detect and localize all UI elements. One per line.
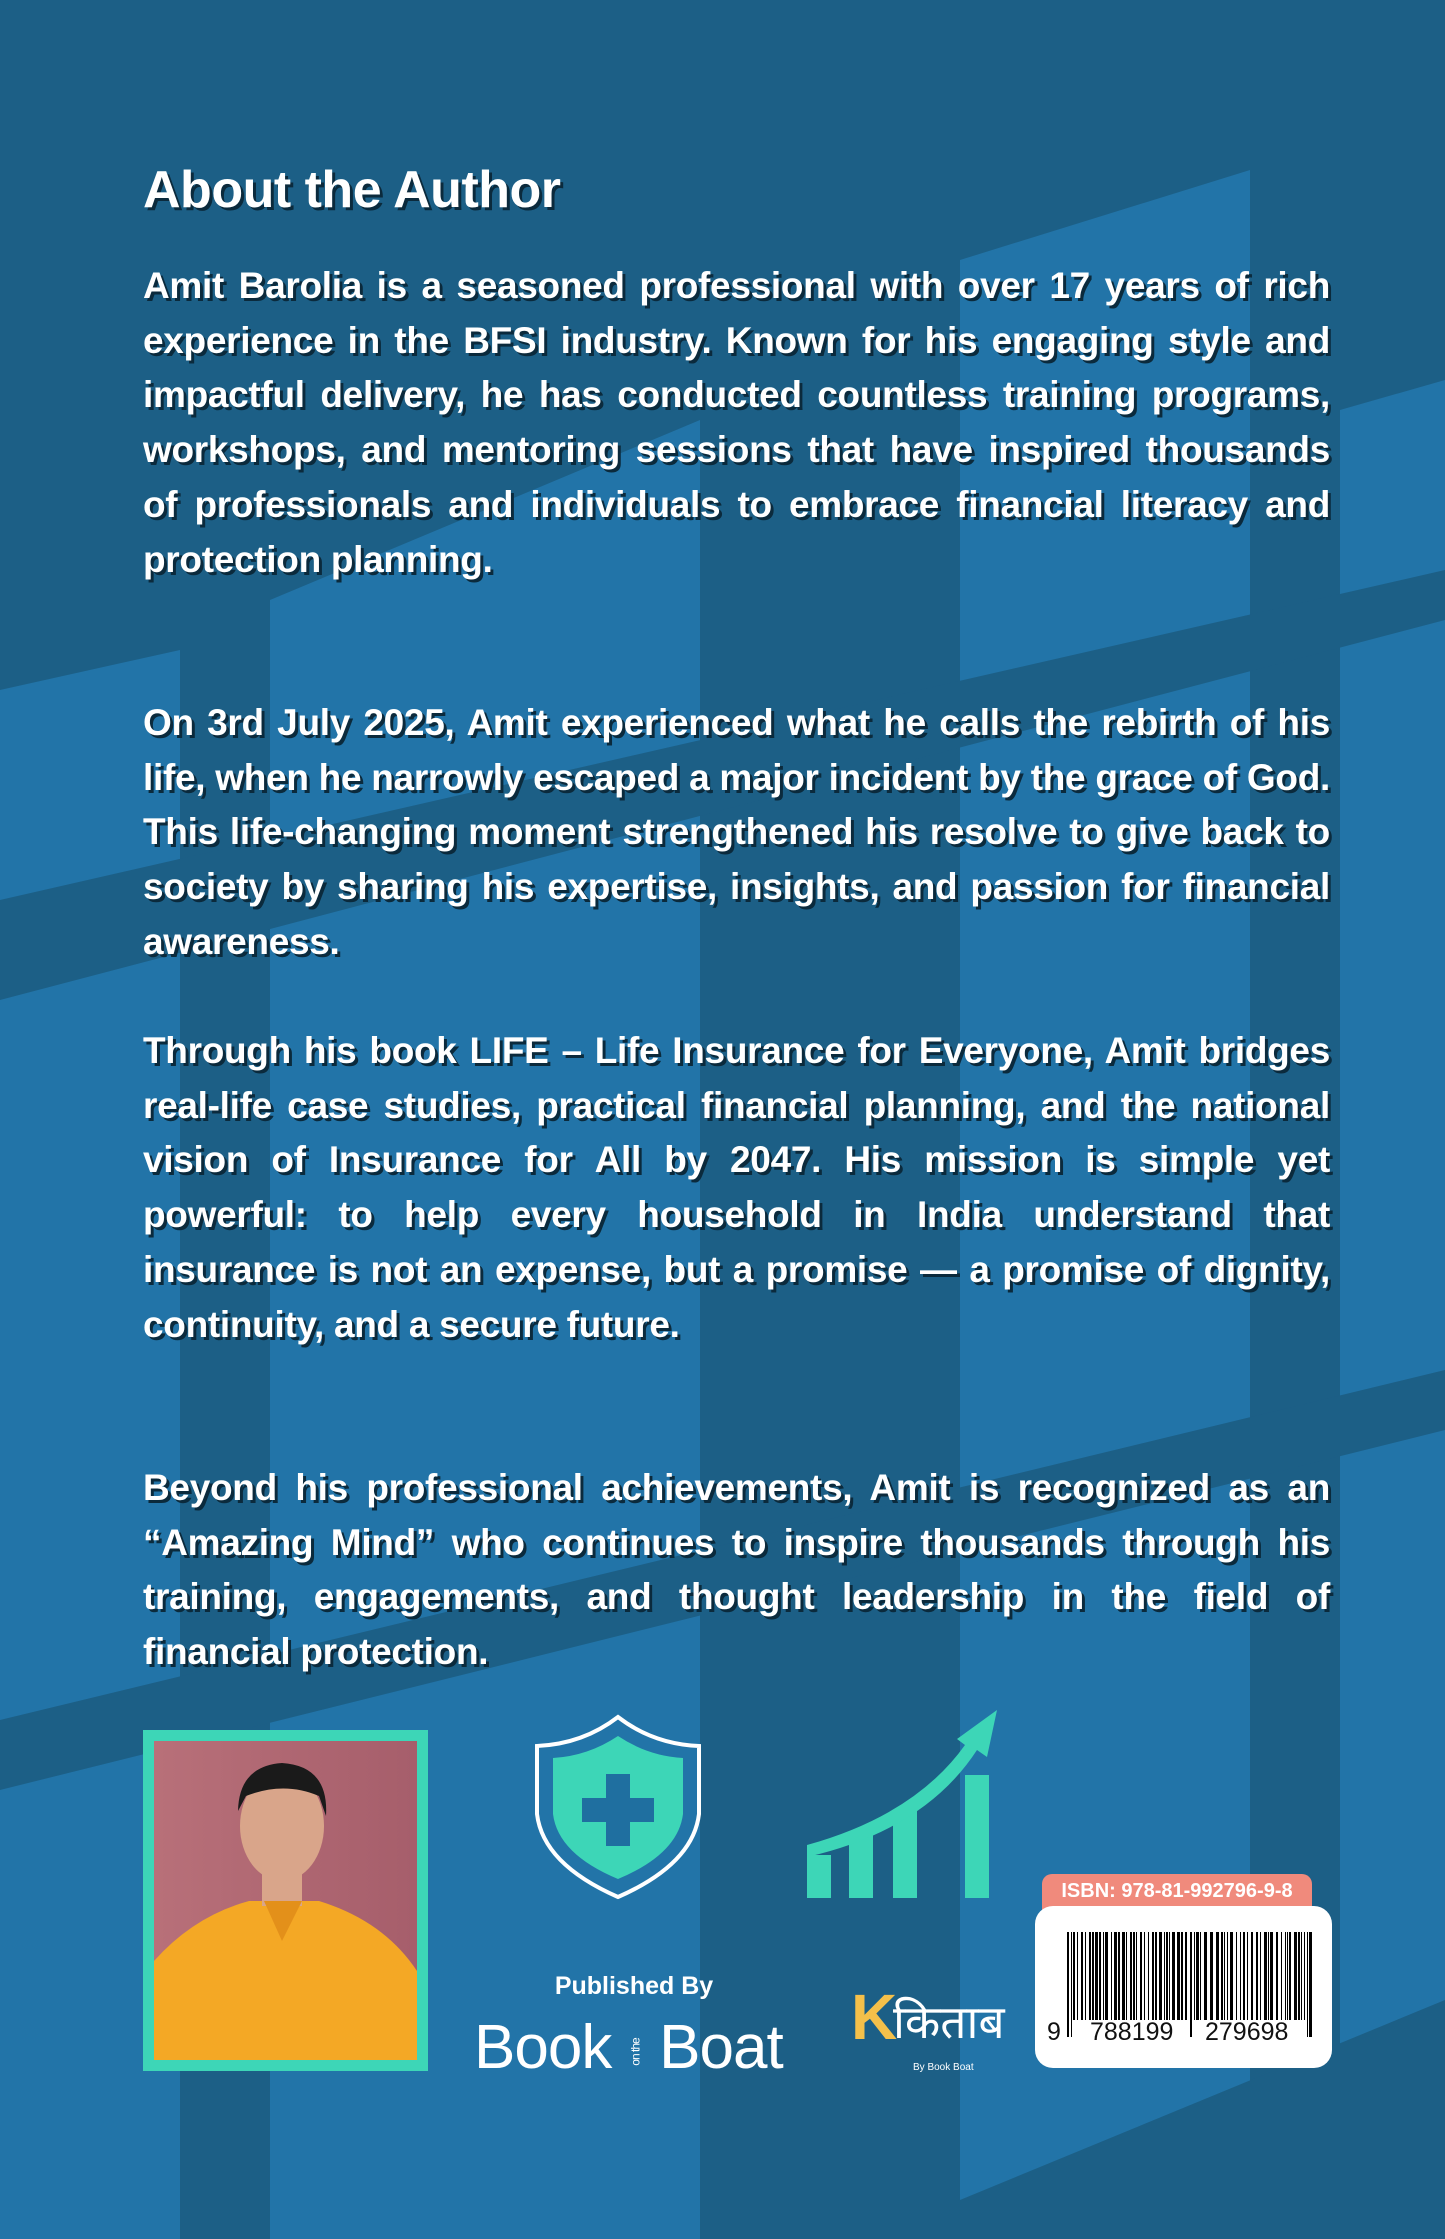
barcode-bar bbox=[1122, 1932, 1125, 2020]
barcode-bar bbox=[1166, 1932, 1168, 2020]
barcode-bar bbox=[1095, 1932, 1098, 2020]
barcode-bar bbox=[1236, 1932, 1237, 2020]
barcode-bar bbox=[1251, 1932, 1253, 2020]
barcode-digits-left: 788199 bbox=[1090, 2018, 1174, 2046]
barcode-bar bbox=[1067, 1932, 1069, 2037]
barcode-bar bbox=[1294, 1932, 1297, 2020]
barcode-bar bbox=[1240, 1932, 1241, 2020]
barcode-bar bbox=[1181, 1932, 1183, 2020]
barcode-bar bbox=[1221, 1932, 1223, 2020]
page-title: About the Author bbox=[143, 161, 561, 219]
barcode-bar bbox=[1210, 1932, 1213, 2020]
barcode-bar bbox=[1270, 1932, 1273, 2020]
barcode-bar bbox=[1243, 1932, 1245, 2020]
barcode-bar bbox=[1114, 1932, 1117, 2020]
barcode-bar bbox=[1092, 1932, 1094, 2020]
barcode-bar bbox=[1304, 1932, 1305, 2020]
bio-paragraph-2: On 3rd July 2025, Amit experienced what he calls the rebirth of his life, when he narrowly escaped a major incident by the grace of God. This life-changing moment strengthened his resolve to give back to society by sharing his expertise, insights, and passion for financial awareness. bbox=[143, 702, 1330, 962]
barcode-bar bbox=[1172, 1932, 1175, 2020]
barcode-bar bbox=[1085, 1932, 1086, 2020]
barcode-bar bbox=[1256, 1932, 1258, 2020]
barcode-bar bbox=[1287, 1932, 1288, 2020]
barcode-bar bbox=[1126, 1932, 1127, 2020]
barcode-bar bbox=[1307, 1932, 1308, 2037]
barcode-bar bbox=[1216, 1932, 1219, 2020]
barcode-bar bbox=[1136, 1932, 1137, 2020]
barcode-digit-first: 9 bbox=[1047, 2018, 1061, 2046]
barcode-bar bbox=[1298, 1932, 1300, 2020]
barcode-bar bbox=[1144, 1932, 1145, 2020]
barcode-bar bbox=[1099, 1932, 1101, 2020]
barcode-bar bbox=[1230, 1932, 1233, 2020]
barcode-bar bbox=[1164, 1932, 1165, 2020]
barcode-bar bbox=[1111, 1932, 1112, 2020]
barcode-bar bbox=[1081, 1932, 1083, 2020]
barcode-bar bbox=[1118, 1932, 1120, 2020]
author-photo bbox=[143, 1730, 428, 2071]
barcode-bar bbox=[1140, 1932, 1142, 2020]
barcode-bar bbox=[1089, 1932, 1091, 2020]
barcode-bar bbox=[1077, 1932, 1078, 2020]
barcode-bar bbox=[1133, 1932, 1135, 2020]
barcode-bar bbox=[1194, 1932, 1195, 2020]
shield-plus-icon bbox=[533, 1714, 703, 1900]
barcode-bar bbox=[1105, 1932, 1108, 2020]
publisher-name-right: Boat bbox=[659, 2013, 783, 2082]
barcode-bar bbox=[1200, 1932, 1201, 2020]
barcode-bar bbox=[1071, 1932, 1072, 2037]
barcode-bar bbox=[1224, 1932, 1225, 2020]
barcode-bar bbox=[1285, 1932, 1286, 2020]
barcode-bar bbox=[1073, 1932, 1075, 2020]
growth-chart-icon bbox=[805, 1705, 1000, 1900]
barcode-bar bbox=[1155, 1932, 1157, 2020]
publisher-logo bbox=[474, 2012, 783, 2083]
barcode-bar bbox=[1152, 1932, 1154, 2020]
bio-paragraph-1: Amit Barolia is a seasoned professional with over 17 years of rich experience in the BFSI industry. Known for his engaging style and impactful delivery, he has conducted countless training programs, workshops, and mentoring sessions that have inspired thousands of professionals and individuals to embrace financial literacy and protection planning. bbox=[143, 265, 1330, 580]
publisher-name-small: on the bbox=[628, 2037, 643, 2066]
barcode-bar bbox=[1130, 1932, 1132, 2020]
imprint-name: किताब bbox=[893, 1995, 1005, 2049]
barcode-bar bbox=[1276, 1932, 1278, 2020]
barcode-bar bbox=[1268, 1932, 1269, 2020]
barcode-bar bbox=[1264, 1932, 1267, 2020]
barcode-bar bbox=[1281, 1932, 1282, 2020]
barcode-bar bbox=[1159, 1932, 1162, 2020]
bio-paragraph-4: Beyond his professional achievements, Amit is recognized as an “Amazing Mind” who continues to inspire thousands through his training, engagements, and thought leadership in the field of financial protection. bbox=[143, 1467, 1330, 1673]
barcode-bar bbox=[1190, 1932, 1192, 2037]
published-by-label: Published By bbox=[554, 1972, 714, 2000]
barcode bbox=[1035, 1906, 1332, 2068]
barcode-bar bbox=[1177, 1932, 1180, 2020]
isbn-label: ISBN: 978-81-992796-9-8 bbox=[1042, 1874, 1312, 1910]
barcode-bar bbox=[1196, 1932, 1199, 2020]
imprint-subtitle: By Book Boat bbox=[913, 2062, 974, 2073]
bio-paragraph-3: Through his book LIFE – Life Insurance for Everyone, Amit bridges real-life case studies, practical financial planning, and the national vision of Insurance for All by 2047. His mission is simple yet powerful: to help every household in India understand that insurance is not an expense, but a promise — a promise of dignity, continuity, and a secure future. bbox=[143, 1030, 1330, 1345]
barcode-bar bbox=[1103, 1932, 1104, 2020]
barcode-bar bbox=[1247, 1932, 1248, 2020]
barcode-bar bbox=[1148, 1932, 1149, 2020]
barcode-bar bbox=[1301, 1932, 1302, 2020]
barcode-bar bbox=[1227, 1932, 1228, 2020]
barcode-bar bbox=[1169, 1932, 1170, 2020]
publisher-name-left: Book bbox=[474, 2013, 612, 2082]
barcode-bar bbox=[1260, 1932, 1261, 2020]
barcode-digits-right: 279698 bbox=[1205, 2018, 1289, 2046]
barcode-bar bbox=[1309, 1932, 1312, 2037]
imprint-logo: K किताब By Book Boat bbox=[851, 1981, 1005, 2073]
barcode-bar bbox=[1289, 1932, 1291, 2020]
barcode-bar bbox=[1185, 1932, 1187, 2020]
barcode-bar bbox=[1204, 1932, 1207, 2020]
